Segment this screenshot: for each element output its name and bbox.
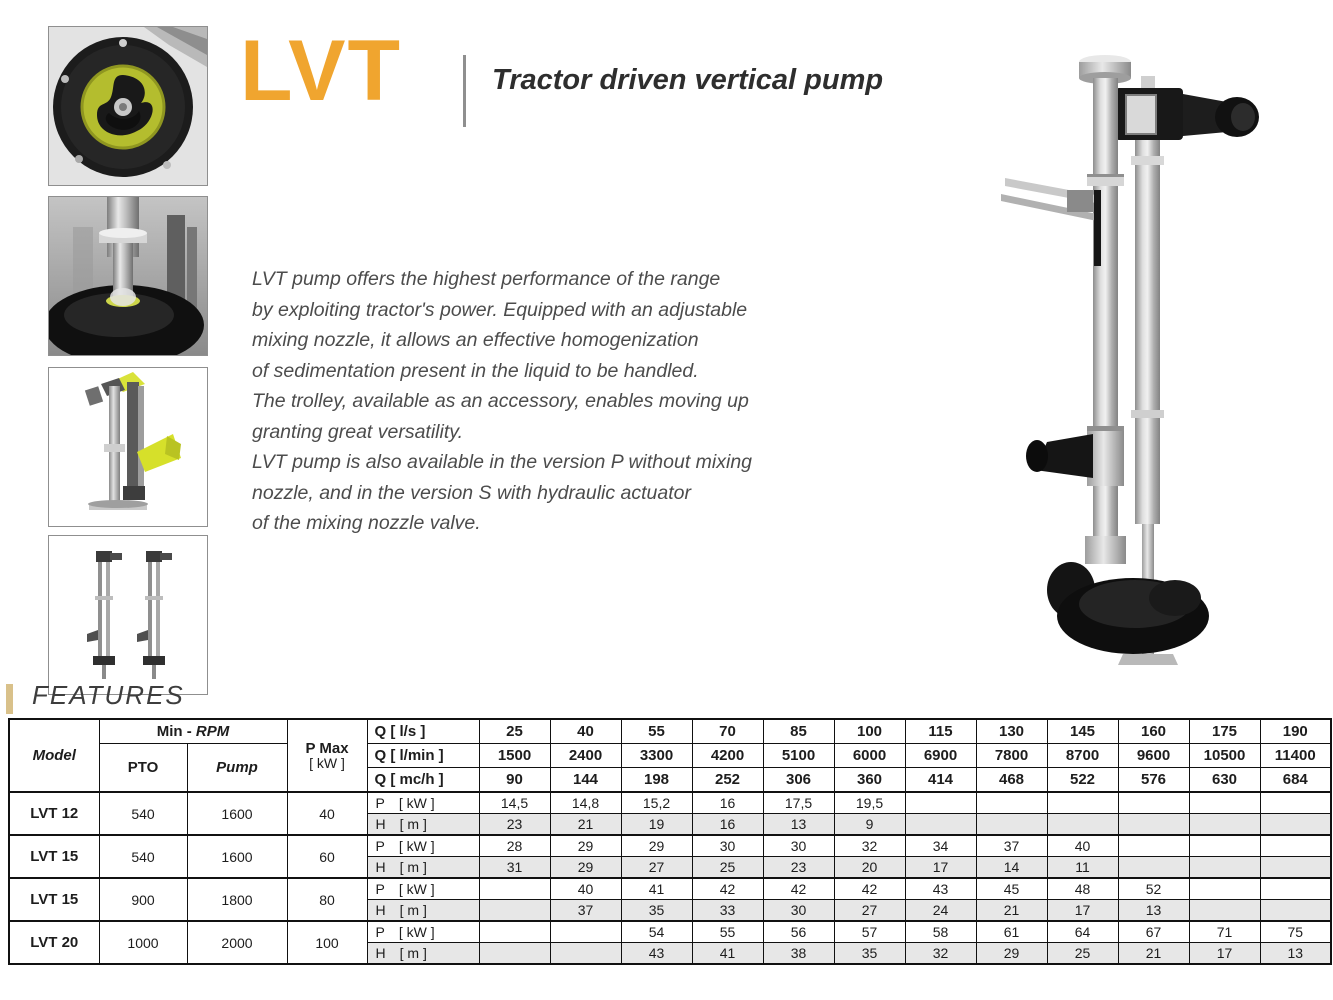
p-value: 64 [1047,921,1118,943]
flow-value: 145 [1047,719,1118,744]
description-line: nozzle, and in the version S with hydraulic actuator [252,481,691,504]
flow-value: 190 [1260,719,1331,744]
p-value: 30 [692,835,763,857]
h-value: 14 [976,857,1047,879]
flow-value: 684 [1260,768,1331,793]
description-line: The trolley, available as an accessory, enables moving up [252,390,749,412]
p-label-unit: [ kW ] [398,924,435,940]
model-name: LVT 20 [9,921,99,964]
description-line: by exploiting tractor's power. Equipped with an adjustable [252,298,748,321]
model-p-row [9,792,1331,814]
flow-value: 522 [1047,768,1118,793]
p-value: 37 [976,835,1047,857]
p-value [1118,792,1189,814]
p-max-value: 60 [287,835,367,878]
h-value: 31 [479,857,550,879]
page-title: Tractor driven vertical pump [492,64,884,96]
flow-value: 2400 [550,744,621,768]
flow-value: 198 [621,768,692,793]
pump-base-illustration [49,197,207,355]
h-label-unit: [ m ] [399,859,427,875]
h-label-letter: H [375,859,386,875]
pto-value: 540 [99,792,187,835]
description-paragraph [252,264,812,539]
h-value: 19 [621,814,692,836]
p-row-label [367,792,479,814]
flow-value: 10500 [1189,744,1260,768]
description-line: granting great versatility. [252,420,463,443]
h-value: 13 [1118,900,1189,922]
p-value: 41 [621,878,692,900]
p-value: 48 [1047,878,1118,900]
flow-value: 6000 [834,744,905,768]
p-value: 61 [976,921,1047,943]
header-divider [463,55,466,127]
h-value: 38 [763,943,834,965]
h-value [479,900,550,922]
h-value: 27 [834,900,905,922]
h-value: 23 [763,857,834,879]
p-value: 19,5 [834,792,905,814]
flow-value: 360 [834,768,905,793]
p-max-value: 40 [287,792,367,835]
flow-value: 8700 [1047,744,1118,768]
flow-value: 70 [692,719,763,744]
h-value: 17 [1189,943,1260,965]
p-value: 52 [1118,878,1189,900]
p-label-letter: P [375,924,385,940]
p-value: 17,5 [763,792,834,814]
flow-value: 130 [976,719,1047,744]
pump-value: 2000 [187,921,287,964]
h-value: 23 [479,814,550,836]
header-rpm: RPM [195,723,230,740]
h-value [905,814,976,836]
p-value: 29 [621,835,692,857]
model-p-row [9,921,1331,943]
p-label-unit: [ kW ] [398,838,435,854]
p-value: 58 [905,921,976,943]
p-value [1260,878,1331,900]
h-value: 16 [692,814,763,836]
lvt-vertical-pump-product-photo [975,38,1285,693]
p-value: 29 [550,835,621,857]
flow-value: 1500 [479,744,550,768]
mixing-nozzle-pump-photo [48,367,208,527]
p-value [976,792,1047,814]
h-label-letter: H [375,816,386,832]
h-label-unit: [ m ] [399,816,427,832]
p-value: 15,2 [621,792,692,814]
h-value: 41 [692,943,763,965]
p-value: 30 [763,835,834,857]
p-value: 57 [834,921,905,943]
h-label-unit: [ m ] [399,945,427,961]
flow-value: 576 [1118,768,1189,793]
flow-value: 25 [479,719,550,744]
h-value [479,943,550,965]
p-value [1047,792,1118,814]
flow-value: 40 [550,719,621,744]
features-accent-bar [6,684,13,714]
h-value: 20 [834,857,905,879]
flow-value: 252 [692,768,763,793]
features-heading: FEATURES [32,680,185,710]
flow-value: 630 [1189,768,1260,793]
flow-value: 5100 [763,744,834,768]
p-label-unit: [ kW ] [398,881,435,897]
h-value: 21 [550,814,621,836]
h-value: 21 [1118,943,1189,965]
h-value: 25 [1047,943,1118,965]
model-name: LVT 12 [9,792,99,835]
p-value: 43 [905,878,976,900]
header-pump: Pump [187,744,287,793]
h-value: 21 [976,900,1047,922]
p-value: 75 [1260,921,1331,943]
header-q-lmin: Q [ l/min ] [367,744,479,768]
p-value: 14,8 [550,792,621,814]
h-value: 24 [905,900,976,922]
p-value: 67 [1118,921,1189,943]
model-p-row [9,835,1331,857]
pto-value: 900 [99,878,187,921]
pump-value: 1800 [187,878,287,921]
description-line: of sedimentation present in the liquid to be handled. [252,359,699,382]
model-name: LVT 15 [9,878,99,921]
h-value: 43 [621,943,692,965]
p-value [1189,792,1260,814]
h-row-label [367,857,479,879]
brand-logo: LVT [240,23,403,119]
h-value [1118,857,1189,879]
p-label-unit: [ kW ] [398,795,435,811]
h-value [1047,814,1118,836]
pump-versions-pair-photo [48,535,208,695]
description-line: LVT pump is also available in the version P without mixing [252,451,753,473]
header-p-max-unit: [ kW ] [309,755,345,771]
h-value: 30 [763,900,834,922]
h-value: 17 [905,857,976,879]
h-value: 9 [834,814,905,836]
header-q-ls: Q [ l/s ] [367,719,479,744]
model-name: LVT 15 [9,835,99,878]
h-value: 25 [692,857,763,879]
pump-impeller-closeup-photo [48,26,208,186]
p-label-letter: P [375,881,385,897]
p-value: 45 [976,878,1047,900]
flow-value: 55 [621,719,692,744]
flow-value: 3300 [621,744,692,768]
mixing-nozzle-pump-illustration [49,368,207,526]
flow-value: 100 [834,719,905,744]
description-line: mixing nozzle, it allows an effective homogenization [252,329,699,351]
flow-value: 85 [763,719,834,744]
h-row-label [367,900,479,922]
pump-impeller-illustration [49,27,207,185]
h-value [1189,857,1260,879]
p-value: 34 [905,835,976,857]
h-value: 13 [1260,943,1331,965]
p-row-label [367,835,479,857]
description-line: LVT pump offers the highest performance of the range [252,268,721,290]
flow-value: 306 [763,768,834,793]
p-value [1260,792,1331,814]
p-value: 16 [692,792,763,814]
flow-value: 175 [1189,719,1260,744]
p-max-value: 80 [287,878,367,921]
header-min: Min [156,723,183,740]
p-value [1189,878,1260,900]
pto-value: 1000 [99,921,187,964]
flow-value: 9600 [1118,744,1189,768]
p-value: 42 [834,878,905,900]
h-value: 33 [692,900,763,922]
flow-value: 414 [905,768,976,793]
flow-value: 11400 [1260,744,1331,768]
p-value: 32 [834,835,905,857]
vertical-pump-illustration [975,38,1285,693]
p-value [1118,835,1189,857]
p-row-label [367,921,479,943]
header-q-mch: Q [ mc/h ] [367,768,479,793]
spec-table [8,718,1332,965]
h-row-label [367,814,479,836]
p-value [1189,835,1260,857]
header-pto: PTO [99,744,187,793]
h-value [550,943,621,965]
p-max-value: 100 [287,921,367,964]
p-value [1260,835,1331,857]
h-value [1118,814,1189,836]
h-value [1189,900,1260,922]
p-value: 42 [763,878,834,900]
flow-value: 144 [550,768,621,793]
support-foot [1118,654,1178,665]
p-value: 54 [621,921,692,943]
flow-value: 4200 [692,744,763,768]
h-value [1260,857,1331,879]
h-value: 29 [976,943,1047,965]
header-dash: - [186,723,192,740]
h-value: 13 [763,814,834,836]
header-p-max-label: P Max [305,740,349,757]
h-value: 37 [550,900,621,922]
h-value: 11 [1047,857,1118,879]
flow-value: 90 [479,768,550,793]
h-value: 29 [550,857,621,879]
p-value: 14,5 [479,792,550,814]
pto-value: 540 [99,835,187,878]
p-value [479,921,550,943]
header-p-max [287,719,367,792]
p-value [479,878,550,900]
flow-value: 160 [1118,719,1189,744]
h-label-letter: H [375,945,386,961]
h-row-label [367,943,479,965]
p-value: 40 [550,878,621,900]
flow-value: 6900 [905,744,976,768]
p-value: 40 [1047,835,1118,857]
flow-value: 7800 [976,744,1047,768]
h-label-letter: H [375,902,386,918]
description-line: of the mixing nozzle valve. [252,512,481,534]
h-value: 27 [621,857,692,879]
suction-tube [1135,134,1160,524]
p-value: 56 [763,921,834,943]
h-value [976,814,1047,836]
h-value: 32 [905,943,976,965]
flow-value: 115 [905,719,976,744]
pump-pair-illustration [49,536,207,694]
brand-sticker [1094,190,1101,266]
header-model: Model [9,719,99,792]
p-value: 28 [479,835,550,857]
p-value: 71 [1189,921,1260,943]
h-value: 35 [621,900,692,922]
h-value [1260,814,1331,836]
model-p-row [9,878,1331,900]
h-value [1189,814,1260,836]
p-row-label [367,878,479,900]
p-value: 42 [692,878,763,900]
p-value [550,921,621,943]
h-value: 17 [1047,900,1118,922]
p-value [905,792,976,814]
h-value: 35 [834,943,905,965]
header-min-rpm [99,719,287,744]
p-label-letter: P [375,838,385,854]
h-label-unit: [ m ] [399,902,427,918]
h-value [1260,900,1331,922]
p-label-letter: P [375,795,385,811]
pump-value: 1600 [187,792,287,835]
flow-value: 468 [976,768,1047,793]
pump-value: 1600 [187,835,287,878]
p-value: 55 [692,921,763,943]
pump-base-shaft-closeup-photo [48,196,208,356]
